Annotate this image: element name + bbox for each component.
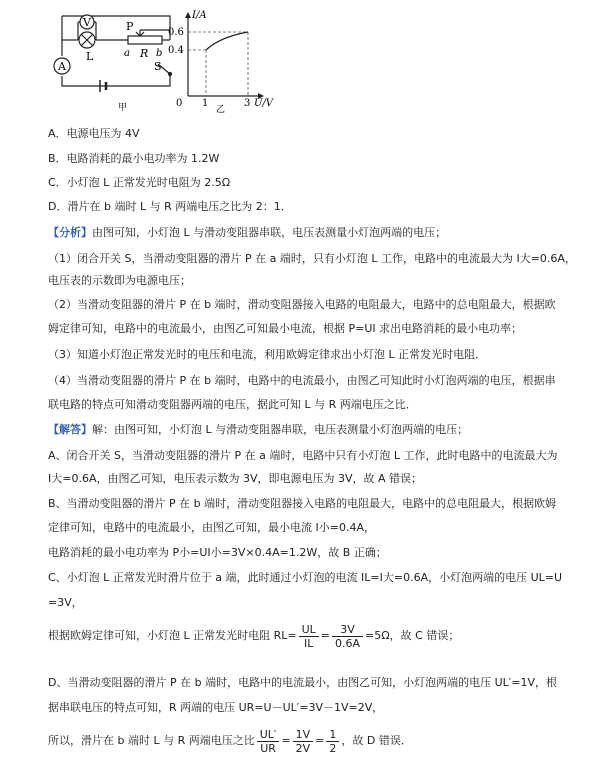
graph-ylabel: I/A (192, 10, 207, 21)
graph-caption: 乙 (216, 105, 226, 115)
analysis-p2b: 姆定律可知，电路中的电流最小，由图乙可知最小电流，根据 P=UI 求出电路消耗的最小电功率； (48, 322, 523, 335)
fraction-1v-2v: $\frac{1V}{2V}$ (293, 728, 314, 755)
graph-xtick-1: 1 (202, 98, 209, 109)
solution-d1: D、当滑动变阻器的滑片 P 在 b 端时，电路中的电流最小，由图乙可知，小灯泡两端的电压 UL′=1V，根 (48, 676, 557, 689)
analysis-p4a: （4）当滑动变阻器的滑片 P 在 b 端时，电路中的电流最小，由图乙可知此时小灯泡两端的电压，根据串 (48, 374, 556, 387)
option-c: C．小灯泡 L 正常发光时电阻为 2.5Ω (48, 176, 231, 189)
option-d: D．滑片在 b 端时 L 与 R 两端电压之比为 2：1． (48, 200, 292, 213)
graph-ytick-06: 0.6 (168, 27, 184, 38)
option-a: A．电源电压为 4V (48, 127, 140, 140)
fraction-1-2: $\frac{1}{2}$ (326, 728, 339, 755)
solution-b2: 定律可知，电路中的电流最小，由图乙可知，最小电流 I小=0.4A， (48, 521, 375, 534)
solution-d3: 所以，滑片在 b 端时 L 与 R 两端电压之比 $\frac{UL'}{UR}$ = $\frac{1V}{2V}$ = $\frac{1}{2}$ ，故 D 错误． (48, 727, 412, 755)
fraction-ul-ur: $\frac{UL'}{UR}$ (257, 728, 280, 755)
iu-curve (206, 32, 248, 50)
analysis-tag: 【分析】 (48, 226, 92, 239)
svg-text:V: V (83, 16, 91, 29)
graph-xtick-3: 3 (244, 98, 251, 109)
physics-figure (40, 2, 340, 120)
solution-b3: 电路消耗的最小电功率为 P小=UI小=3V×0.4A=1.2W，故 B 正确； (48, 546, 387, 559)
circuit-caption: 甲 (118, 103, 128, 113)
solution-c3: 根据欧姆定律可知，小灯泡 L 正常发光时电阻 RL= $\frac{UL}{IL}$ = $\frac{3V}{0.6A}$ =5Ω，故 C 错误； (48, 622, 460, 650)
analysis-p2a: （2）当滑动变阻器的滑片 P 在 b 端时，滑动变阻器接入电路的电阻最大，电路中的总电阻最大，根据欧 (48, 298, 556, 311)
switch-label: S (154, 60, 162, 73)
solution-a1: A、闭合开关 S，当滑动变阻器的滑片 P 在 a 端时，电路中只有小灯泡 L 工作，此时电路中的电流最大为 (48, 449, 558, 462)
resistor-label: R (140, 47, 149, 60)
slider-label: P (126, 20, 134, 33)
solution-c1: C、小灯泡 L 正常发光时滑片位于 a 端，此时通过小灯泡的电流 IL=I大=0.6A，小灯泡两端的电压 UL=U (48, 571, 563, 584)
lamp-icon (79, 32, 95, 48)
solution-c2: =3V， (48, 596, 83, 609)
graph-ytick-04: 0.4 (168, 45, 184, 56)
solution-intro: 【解答】解：由图可知，小灯泡 L 与滑动变阻器串联，电压表测量小灯泡两端的电压； (48, 423, 469, 436)
graph-origin: 0 (176, 98, 183, 109)
end-a-label: a (124, 48, 130, 59)
analysis-p4b: 联电路的特点可知滑动变阻器两端的电压，据此可知 L 与 R 两端电压之比． (48, 398, 417, 411)
solution-d2: 据串联电压的特点可知，R 两端的电压 UR=U－UL′=3V－1V=2V， (48, 701, 384, 714)
svg-text:A: A (58, 60, 66, 73)
fraction-ul-il: $\frac{UL}{IL}$ (299, 623, 319, 650)
lamp-label: L (86, 50, 94, 63)
analysis-intro: 【分析】由图可知，小灯泡 L 与滑动变阻器串联，电压表测量小灯泡两端的电压； (48, 226, 447, 239)
ammeter-icon (54, 58, 70, 74)
fraction-3v-06a: $\frac{3V}{0.6A}$ (332, 623, 363, 650)
graph-xlabel: U/V (254, 98, 274, 109)
solution-tag: 【解答】 (48, 423, 92, 436)
option-b: B．电路消耗的最小电功率为 1.2W (48, 152, 220, 165)
iu-graph (168, 10, 275, 115)
end-b-label: b (156, 48, 163, 59)
solution-b1: B、当滑动变阻器的滑片 P 在 b 端时，滑动变阻器接入电路的电阻最大，电路中的总电阻最大，根据欧姆 (48, 497, 557, 510)
analysis-p1a: （1）闭合开关 S，当滑动变阻器的滑片 P 在 a 端时，只有小灯泡 L 工作，电路中的电流最大为 I大=0.6A， (48, 252, 576, 265)
solution-a2: I大=0.6A，由图乙可知，电压表示数为 3V，即电源电压为 3V，故 A 错误； (48, 472, 423, 485)
analysis-p3: （3）知道小灯泡正常发光时的电压和电流，利用欧姆定律求出小灯泡 L 正常发光时电阻． (48, 348, 487, 361)
voltmeter-icon (80, 15, 94, 29)
analysis-p1b: 电压表的示数即为电源电压； (48, 274, 191, 287)
